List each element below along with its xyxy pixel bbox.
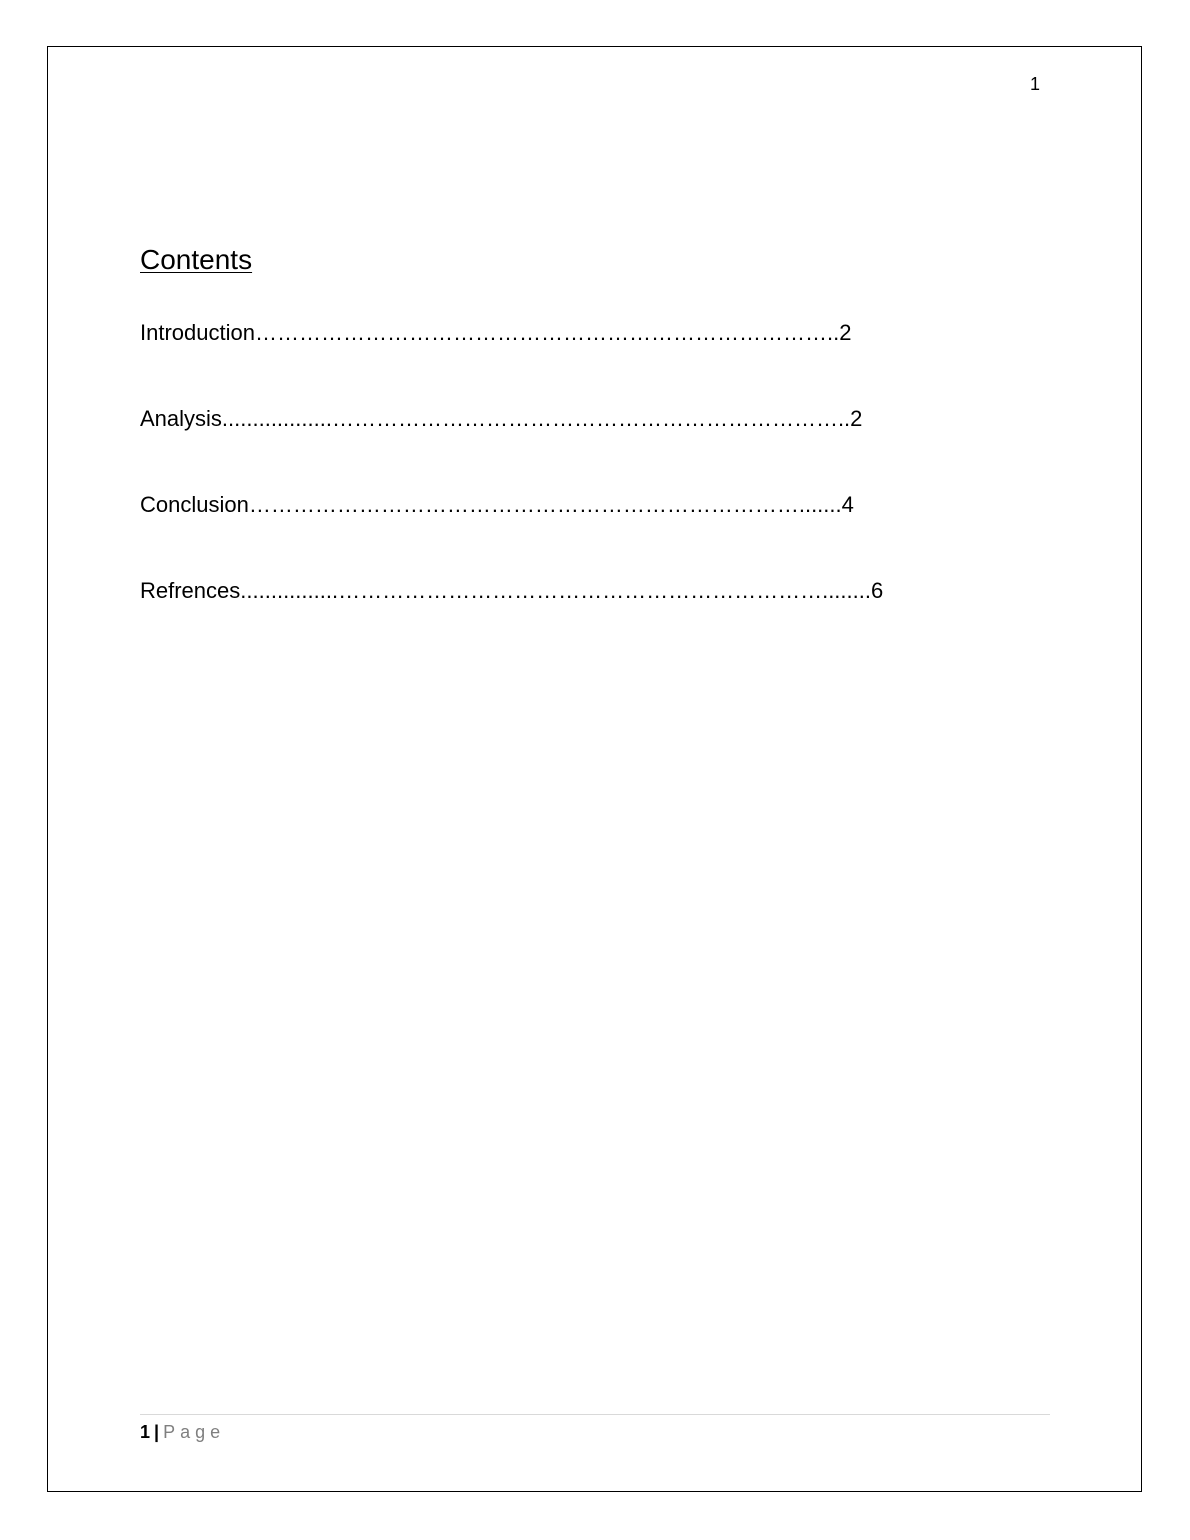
toc-entry-page: 2	[839, 320, 852, 345]
toc-entry-leader: ..................……………………………………………………………..	[221, 406, 851, 431]
header-page-number: 1	[1030, 74, 1041, 94]
toc-entry-title: Introduction	[140, 320, 255, 345]
toc-entry-title: Analysis	[140, 406, 222, 431]
toc-entry-page: 4	[841, 492, 854, 517]
toc-entry-leader: ……………………………………………………………………..	[254, 320, 840, 345]
toc-entry-analysis[interactable]	[140, 405, 863, 433]
toc-entry-leader: ................…………………………………………………………........	[240, 578, 871, 603]
toc-entry-introduction[interactable]	[140, 319, 852, 347]
toc-entry-page: 6	[870, 578, 884, 603]
footer-page-number: 1	[140, 1422, 151, 1442]
footer-rule	[140, 1414, 1050, 1415]
toc-entry-conclusion[interactable]	[140, 491, 854, 519]
toc-heading: Contents	[140, 244, 253, 275]
toc-entry-title: Conclusion	[140, 492, 249, 517]
toc-entry-page: 2	[850, 406, 863, 431]
toc-entry-title: Refrences	[140, 578, 241, 603]
toc-entry-refrences[interactable]	[140, 577, 884, 605]
footer	[140, 1420, 225, 1444]
toc-entry-leader: ………………………………………………………………….......	[248, 492, 842, 517]
footer-separator: |	[154, 1422, 160, 1442]
footer-page-label: Page	[163, 1422, 226, 1442]
